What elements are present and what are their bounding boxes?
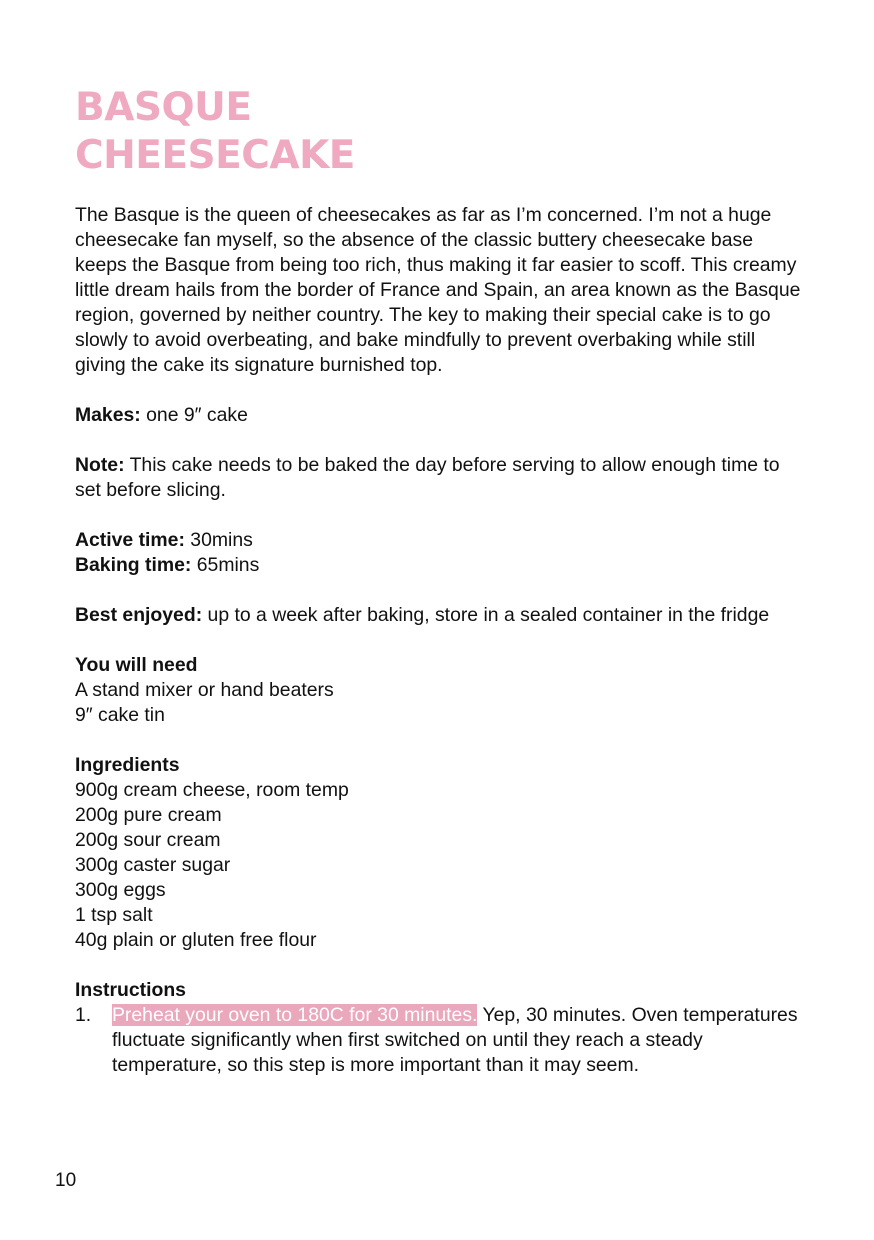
makes-label: Makes: [75,404,141,426]
best-enjoyed-label: Best enjoyed: [75,604,203,626]
active-time-value: 30mins [184,529,253,551]
ingredients-heading: Ingredients [75,754,180,776]
recipe-body [75,203,805,1078]
ingredient-item: 1 tsp salt [75,904,153,926]
equipment-list [75,678,805,728]
ingredient-item: 200g pure cream [75,804,222,826]
baking-time-label: Baking time: [75,554,192,576]
intro-paragraph: The Basque is the queen of cheesecakes as far as I’m concerned. I’m not a huge cheesecake fan myself, so the absence of the classic buttery cheesecake base keeps the Basque from being too rich, thus making it far easier to scoff. This creamy little dream hails from the border of France and Spain, an area known as the Basque region, governed by neither country. The key to making their special cake is to go slowly to avoid overbeating, and bake mindfully to prevent overbaking while still giving the cake its signature burnished top. [75,204,801,376]
ingredients-list [75,778,805,953]
step-text: Yep, 30 minutes. Oven temperatures fluctuate significantly when first switched on until they reach a steady temperature, so this step is more important than it may seem. [112,1004,798,1076]
active-time-label: Active time: [75,529,185,551]
note-line [75,453,805,503]
instruction-step [75,1003,805,1078]
note-label: Note: [75,454,125,476]
ingredient-item: 900g cream cheese, room temp [75,779,349,801]
baking-time-line [75,553,805,578]
recipe-title [75,84,355,180]
ingredient-item: 300g eggs [75,879,166,901]
instructions-heading: Instructions [75,979,186,1001]
note-value: This cake needs to be baked the day before serving to allow enough time to set before slicing. [75,454,780,501]
baking-time-value: 65mins [191,554,260,576]
title-line-2: CHEESECAKE [75,133,355,178]
active-time-line [75,528,805,553]
step-highlight: Preheat your oven to 180C for 30 minutes. [112,1004,478,1026]
page-number: 10 [55,1170,77,1191]
step-number: 1. [75,1004,92,1026]
best-enjoyed-line [75,603,805,628]
makes-value: one 9″ cake [140,404,248,426]
ingredient-item: 200g sour cream [75,829,221,851]
ingredient-item: 300g caster sugar [75,854,231,876]
ingredient-item: 40g plain or gluten free flour [75,929,317,951]
best-enjoyed-value: up to a week after baking, store in a sealed container in the fridge [202,604,770,626]
equipment-item: A stand mixer or hand beaters [75,679,334,701]
equipment-item: 9″ cake tin [75,704,165,726]
equipment-heading: You will need [75,654,198,676]
title-line-1: BASQUE [75,85,252,130]
makes-line [75,403,805,428]
